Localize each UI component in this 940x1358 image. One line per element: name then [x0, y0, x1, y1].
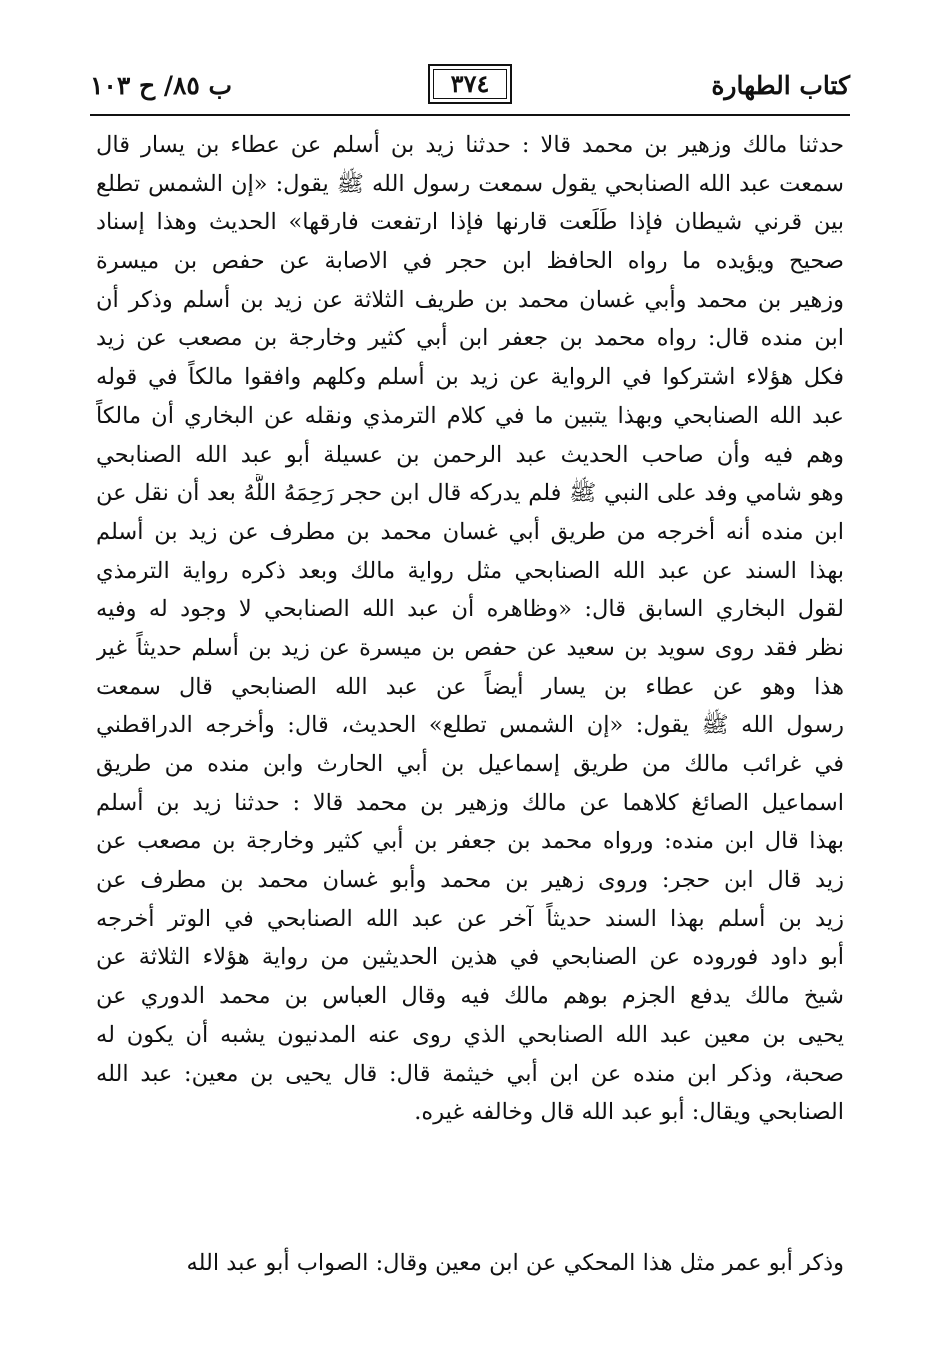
text-line: رسول الله ﷺ يقول: «إن الشمس تطلع» الحديث، قال: وأخرجه الدراقطني [96, 712, 844, 739]
text-line: نظر فقد روى سويد بن سعيد عن حفص بن ميسرة عن زيد بن أسلم حديثاً غير [96, 634, 844, 661]
text-line: صحيح ويؤيده ما رواه الحافظ ابن حجر في الاصابة عن حفص بن ميسرة [96, 248, 844, 275]
text-line: ابن منده قال: رواه محمد بن جعفر ابن أبي كثير وخارجة بن مصعب عن زيد [96, 325, 844, 352]
text-line: ابن منده أنه أخرجه من طريق أبي غسان محمد بن مطرف عن زيد بن أسلم [96, 518, 844, 545]
text-line: عبد الله الصنابحي وبهذا يتبين ما في كلام الترمذي ونقله عن البخاري أن مالكاً [96, 402, 844, 429]
text-line: بهذا قال ابن منده: ورواه محمد بن جعفر بن أبي كثير وخارجة بن مصعب عن [96, 828, 844, 855]
text-line: فكل هؤلاء اشتركوا في الرواية عن زيد بن أسلم وكلهم وافقوا مالكاً في قوله [96, 364, 844, 391]
book-title: كتاب الطهارة [711, 71, 850, 100]
header-rule [90, 114, 850, 116]
second-paragraph [96, 1244, 844, 1283]
text-line: في غرائب مالك من طريق إسماعيل بن أبي الحارث وابن منده من طريق [96, 751, 844, 777]
text-line: أبو داود فوروده عن الصنابحي في هذين الحديثين من رواية هؤلاء الثلاثة عن [96, 944, 844, 971]
text-line: سمعت عبد الله الصنابحي يقول سمعت رسول الله ﷺ يقول: «إن الشمس تطلع [96, 170, 844, 197]
text-line: يحيى بن معين عبد الله الصنابحي الذي روى عنه المدنيون يشبه أن يكون له [96, 1021, 844, 1048]
hadith-reference: ب ٨٥/ ح ١٠٣ [90, 71, 233, 100]
text-line: صحبة، وذكر ابن منده عن ابن أبي خيثمة قال: قال يحيى بن معين: عبد الله [96, 1060, 844, 1087]
page-number-frame [428, 64, 512, 104]
text-line: بهذا السند عن عبد الله الصنابحي مثل رواية مالك وبعد ذكره رواية الترمذي [96, 557, 844, 584]
text-line: حدثنا مالك وزهير بن محمد قالا : حدثنا زيد بن أسلم عن عطاء بن يسار قال [96, 132, 844, 158]
text-line: بين قرني شيطان فإذا طَلَعت قارنها فإذا ارتفعت فارقها» الحديث وهذا إسناد [96, 209, 844, 236]
text-line: شيخ مالك يدفع الجزم بوهم مالك فيه وقال العباس بن محمد الدوري عن [96, 983, 844, 1010]
text-line: وزهير بن محمد وأبي غسان محمد بن طريف الثلاثة عن زيد بن أسلم وذكر أن [96, 286, 844, 313]
page-number: ٣٧٤ [450, 69, 490, 98]
text-line: هذا وهو عن عطاء بن يسار أيضاً عن عبد الله الصنابحي قال سمعت [96, 673, 844, 700]
text-line: زيد بن أسلم بهذا السند حديثاً آخر عن عبد الله الصنابحي في الوتر أخرجه [96, 905, 844, 932]
text-line: وذكر أبو عمر مثل هذا المحكي عن ابن معين وقال: الصواب أبو عبد الله [186, 1250, 844, 1276]
main-paragraph [96, 126, 844, 1132]
text-line: وهم فيه وأن صاحب الحديث عبد الرحمن بن عسيلة أبو عبد الله الصنابحي [96, 441, 844, 468]
page-header [90, 66, 850, 110]
text-line: اسماعيل الصائغ كلاهما عن مالك وزهير بن محمد قالا : حدثنا زيد بن أسلم [96, 789, 844, 816]
text-line: زيد قال ابن حجر: وروى زهير بن محمد وأبو غسان محمد بن مطرف عن [96, 867, 844, 894]
text-line: وهو شامي وفد على النبي ﷺ فلم يدركه قال ابن حجر رَحِمَهُ اللَّهُ بعد أن نقل عن [96, 480, 844, 507]
text-line: الصنابحي ويقال: أبو عبد الله قال وخالفه غيره. [414, 1099, 844, 1126]
text-line: لقول البخاري السابق قال: «وظاهره أن عبد الله الصنابحي لا وجود له وفيه [96, 596, 844, 623]
